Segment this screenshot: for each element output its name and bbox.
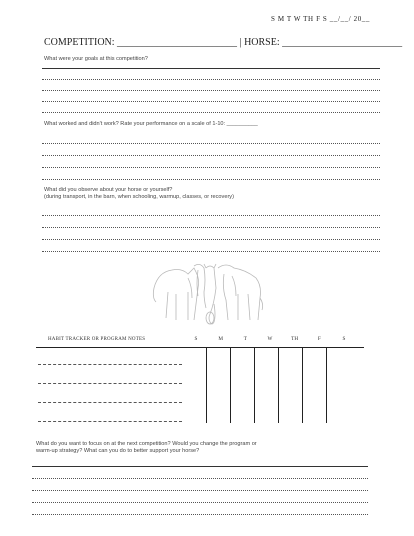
habit-note-line[interactable] [38, 402, 182, 403]
habit-note-line[interactable] [38, 364, 182, 365]
tracker-grid-line [302, 347, 303, 423]
question-observations-line2: (during transport, in the barn, when schooling, warmup, classes, or recovery) [44, 194, 234, 200]
answer-line[interactable] [32, 514, 368, 515]
tracker-grid-line [254, 347, 255, 423]
day-label: W [267, 336, 273, 342]
question-next-focus-line1: What do you want to focus on at the next competition? Would you change the program or [36, 441, 257, 447]
answer-line[interactable] [42, 251, 380, 252]
day-label: F [317, 336, 321, 342]
day-header-row [186, 336, 354, 342]
answer-line[interactable] [32, 478, 368, 479]
horse-field-label: | HORSE: ________________________ [239, 37, 403, 48]
day-label: TH [291, 336, 299, 342]
answer-line[interactable] [42, 112, 380, 113]
header-row [44, 37, 402, 48]
answer-line[interactable] [42, 101, 380, 102]
tracker-grid-line [230, 347, 231, 423]
answer-line[interactable] [32, 502, 368, 503]
answer-line[interactable] [32, 490, 368, 491]
tracker-grid-line [206, 347, 207, 423]
competition-field-label: COMPETITION: ________________________ [44, 37, 238, 48]
answer-line[interactable] [42, 227, 380, 228]
answer-line[interactable] [42, 155, 380, 156]
answer-line[interactable] [42, 90, 380, 91]
answer-line[interactable] [42, 167, 380, 168]
question-next-focus-line2: warm-up strategy? What can you do to better support your horse? [36, 448, 200, 454]
day-label: M [218, 336, 223, 342]
date-line: S M T W TH F S __/__/ 20__ [271, 15, 370, 23]
tracker-grid-line [326, 347, 327, 423]
question-observations-line1: What did you observe about your horse or yourself? [44, 187, 173, 193]
day-label: S [194, 336, 198, 342]
habit-note-line[interactable] [38, 383, 182, 384]
answer-line[interactable] [42, 68, 380, 69]
habit-tracker-title: HABIT TRACKER OR PROGRAM NOTES [48, 337, 146, 342]
question-observations [44, 187, 234, 201]
habit-note-line[interactable] [38, 421, 182, 422]
question-performance: What worked and didn't work? Rate your performance on a scale of 1-10: __________ [44, 121, 258, 127]
answer-line[interactable] [42, 143, 380, 144]
answer-line[interactable] [42, 179, 380, 180]
day-label: T [243, 336, 247, 342]
answer-line[interactable] [42, 79, 380, 80]
day-label: S [342, 336, 346, 342]
horses-line-art-icon [148, 258, 268, 330]
tracker-header-rule [36, 347, 364, 348]
question-next-focus [36, 441, 257, 455]
tracker-grid-line [278, 347, 279, 423]
answer-line[interactable] [42, 239, 380, 240]
question-goals: What were your goals at this competition? [44, 56, 148, 62]
answer-line[interactable] [42, 215, 380, 216]
answer-line[interactable] [32, 466, 368, 467]
